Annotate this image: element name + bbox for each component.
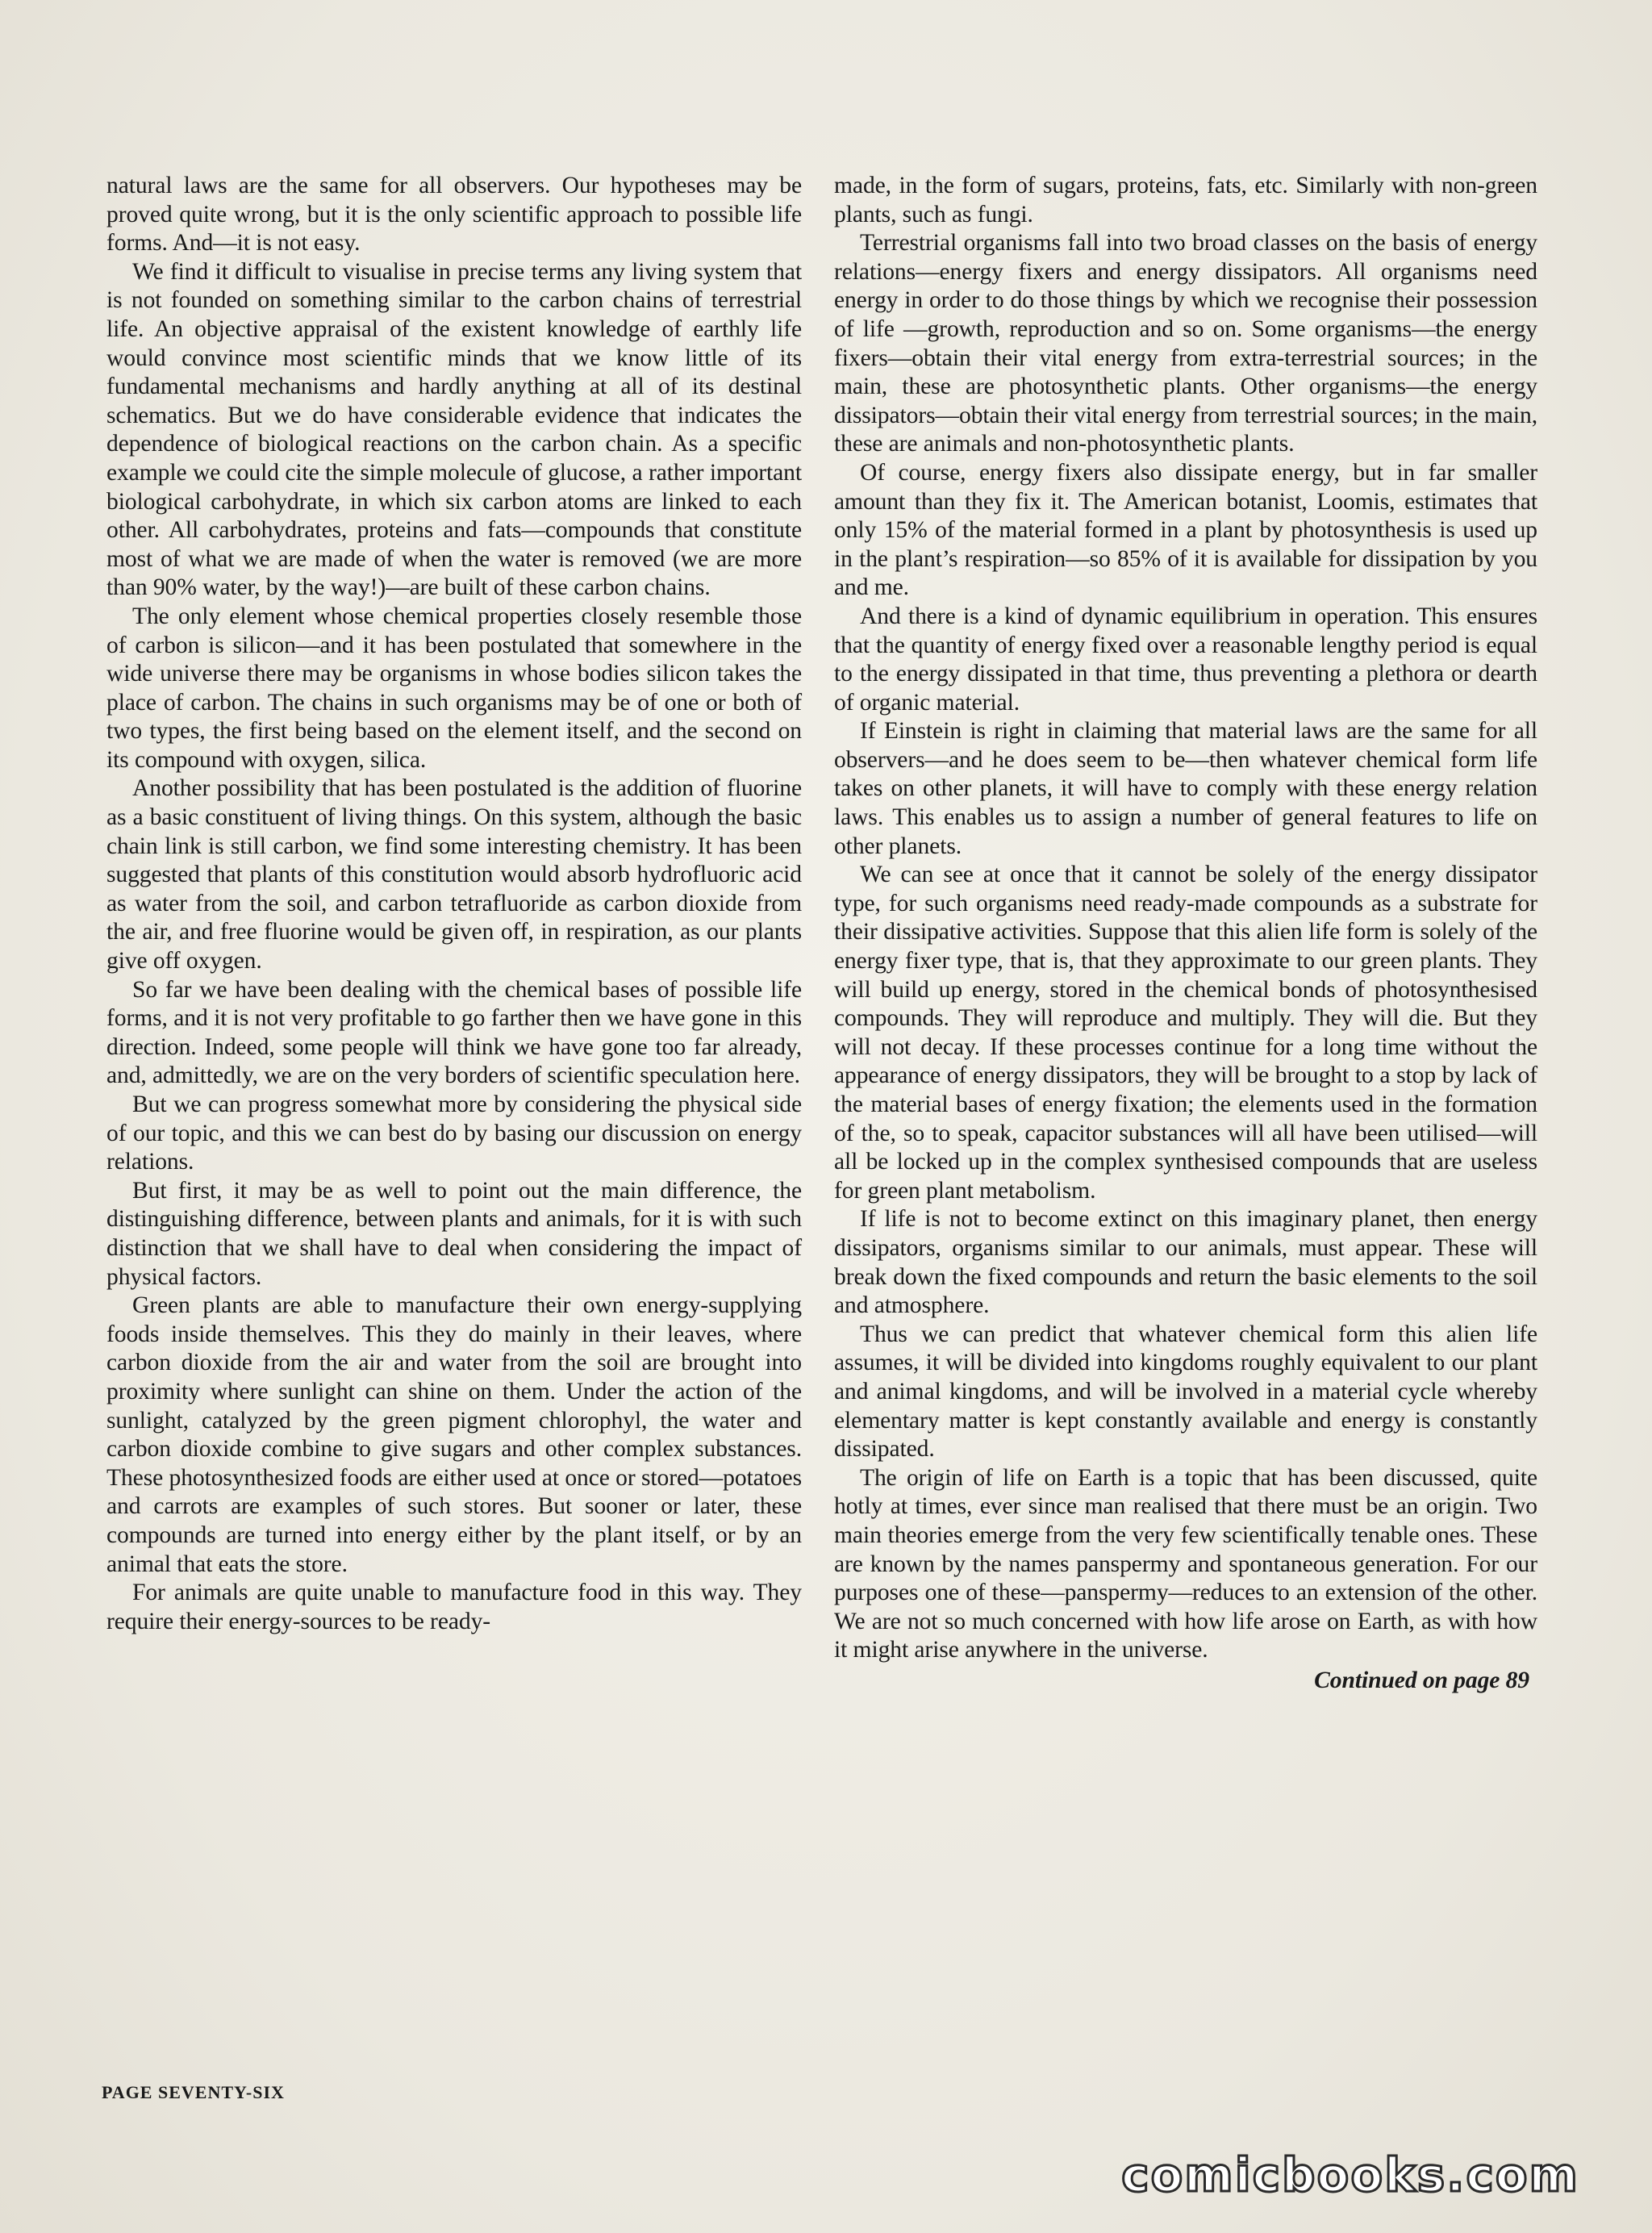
paragraph: made, in the form of sugars, proteins, fats, etc. Similarly with non-green plants, such as fungi. [834, 173, 1537, 227]
paragraph: The origin of life on Earth is a topic that has been discussed, quite hotly at times, ever since man realised that there must be an origin. Two main theories emerge from the very few scientifically tenable ones. These are known by the names panspermy and spontaneous generation. For our purposes one of these—panspermy—reduces to an extension of the other. We are not so much concerned with how life arose on Earth, as with how it might arise anywhere in the universe. [834, 1464, 1537, 1663]
paragraph: natural laws are the same for all observers. Our hypotheses may be proved quite wrong, but it is the only scientific approach to possible life forms. And—it is not easy. [106, 173, 802, 257]
page-number-footer: PAGE SEVENTY-SIX [102, 2082, 285, 2102]
paragraph: But first, it may be as well to point out the main difference, the distinguishing difference, between plants and animals, for it is with such distinction that we shall have to deal when considering the impact of physical factors. [106, 1177, 802, 1290]
paragraph: So far we have been dealing with the chemical bases of possible life forms, and it is not very profitable to go farther then we have gone in this direction. Indeed, some people will think we have gone too far already, and, admittedly, we are on the very borders of scientific speculation here. [106, 976, 802, 1089]
paragraph: If life is not to become extinct on this imaginary planet, then energy dissipators, organisms similar to our animals, must appear. These will break down the fixed compounds and return the basic elements to the soil and atmosphere. [834, 1206, 1537, 1319]
paragraph: For animals are quite unable to manufacture food in this way. They require their energy-sources to be ready- [106, 1580, 802, 1634]
continued-note: Continued on page 89 [1314, 1667, 1529, 1693]
paragraph: Another possibility that has been postulated is the addition of fluorine as a basic constituent of living things. On this system, although the basic chain link is still carbon, we find some interesting chemistry. It has been suggested that plants of this constitution would absorb hydrofluoric acid as water from the soil, and carbon tetrafluoride as carbon dioxide from the air, and free fluorine would be given off, in respiration, as our plants give off oxygen. [106, 775, 802, 975]
paragraph: And there is a kind of dynamic equilibrium in operation. This ensures that the quantity of energy fixed over a reasonable lengthy period is equal to the energy dissipated in that time, thus preventing a plethora or dearth of organic material. [834, 603, 1537, 716]
paragraph: Of course, energy fixers also dissipate energy, but in far smaller amount than they fix it. The American botanist, Loomis, estimates that only 15% of the material formed in a plant by photosynthesis is used up in the plant’s respiration—so 85% of it is available for dissipation by you and me. [834, 459, 1537, 601]
article-column-right [834, 172, 1537, 1695]
paragraph: We can see at once that it cannot be solely of the energy dissipator type, for such organisms need ready-made compounds as a substrate for their dissipative activities. Suppose that this alien life form is solely of the energy fixer type, that is, that they approximate to our green plants. They will build up energy, stored in the chemical bonds of photosynthesised compounds. They will reproduce and multiply. They will die. But they will not decay. If these processes continue for a long time without the appearance of energy dissipators, they will be brought to a stop by lack of the material bases of energy fixation; the elements used in the formation of the, so to speak, capacitor substances will all have been utilised—will all be locked up in the complex synthesised compounds that are useless for green plant metabolism. [834, 862, 1537, 1204]
paragraph: Terrestrial organisms fall into two broad classes on the basis of energy relations—energy fixers and energy dissipators. All organisms need energy in order to do those things by which we recognise their possession of life —growth, reproduction and so on. Some organisms—the energy fixers—obtain their vital energy from extra-terrestrial sources; in the main, these are photosynthetic plants. Other organisms—the energy dissipators—obtain their vital energy from terrestrial sources; in the main, these are animals and non-photosynthetic plants. [834, 230, 1537, 457]
paragraph: Thus we can predict that whatever chemical form this alien life assumes, it will be divided into kingdoms roughly equivalent to our plant and animal kingdoms, and will be involved in a material cycle whereby elementary matter is kept constantly available and energy is constantly dissipated. [834, 1321, 1537, 1463]
article-column-left [106, 172, 802, 1636]
paragraph: The only element whose chemical properties closely resemble those of carbon is silicon—and it has been postulated that somewhere in the wide universe there may be organisms in whose bodies silicon takes the place of carbon. The chains in such organisms may be of one or both of two types, the first being based on the element itself, and the second on its compound with oxygen, silica. [106, 603, 802, 773]
paragraph: Green plants are able to manufacture their own energy-supplying foods inside themselves. This they do mainly in their leaves, where carbon dioxide from the air and water from the soil are brought into proximity where sunlight can shine on them. Under the action of the sunlight, catalyzed by the green pigment chlorophyl, the water and carbon dioxide combine to give sugars and other complex substances. These photosynthesized foods are either used at once or stored—potatoes and carrots are examples of such stores. But sooner or later, these compounds are turned into energy either by the plant itself, or by an animal that eats the store. [106, 1292, 802, 1577]
paragraph: We find it difficult to visualise in precise terms any living system that is not founded on something similar to the carbon chains of terrestrial life. An objective appraisal of the existent knowledge of earthly life would convince most scientific minds that we know little of its fundamental mechanisms and hardly anything at all of its destinal schematics. But we do have considerable evidence that indicates the dependence of biological reactions on the carbon chain. As a specific example we could cite the simple molecule of glucose, a rather important biological carbohydrate, in which six carbon atoms are linked to each other. All carbohydrates, proteins and fats—compounds that constitute most of what we are made of when the water is removed (we are more than 90% water, by the way!)—are built of these carbon chains. [106, 258, 802, 601]
paragraph: But we can progress somewhat more by considering the physical side of our topic, and this we can best do by basing our discussion on energy relations. [106, 1091, 802, 1175]
watermark-logo: comicbooks.com [1121, 2147, 1579, 2202]
paragraph: If Einstein is right in claiming that material laws are the same for all observers—and he does seem to be—then whatever chemical form life takes on other planets, it will have to comply with these energy relation laws. This enables us to assign a number of general features to life on other planets. [834, 718, 1537, 859]
